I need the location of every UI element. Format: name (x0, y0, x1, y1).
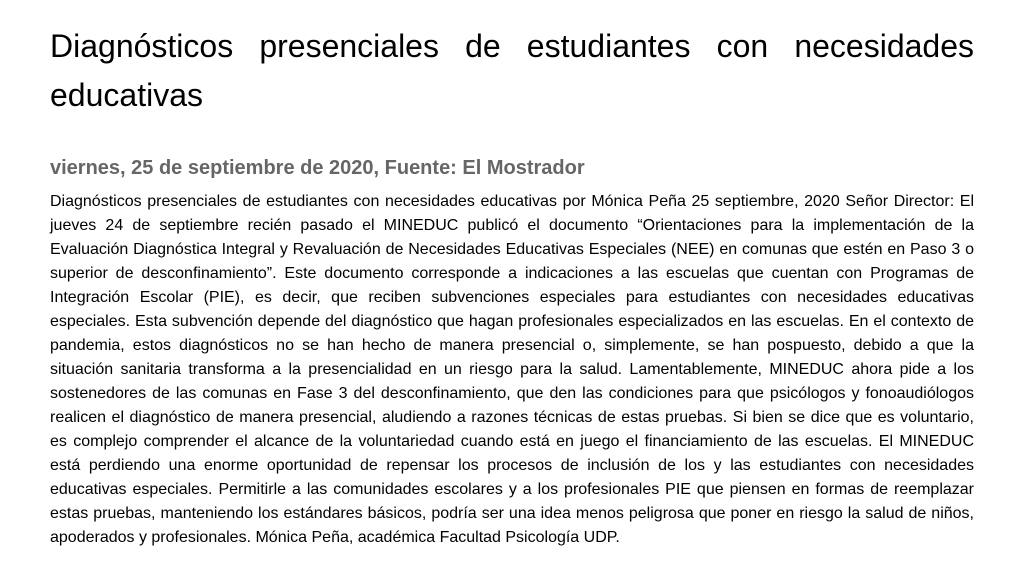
article-body: Diagnósticos presenciales de estudiantes con necesidades educativas por Mónica Peña 25 septiembre, 2020 Señor Director: El jueves 24 de septiembre recién pasado el MINEDUC publicó el documento “Orientaciones para la implementación de la Evaluación Diagnóstica Integral y Revaluación de Necesidades Educativas Especiales (NEE) en comunas que estén en Paso 3 o superior de desconfinamiento”. Este documento corresponde a indicaciones a las escuelas que cuentan con Programas de Integración Escolar (PIE), es decir, que reciben subvenciones especiales para estudiantes con necesidades educativas especiales. Esta subvención depende del diagnóstico que hagan profesionales especializados en las escuelas. En el contexto de pandemia, estos diagnósticos no se han hecho de manera presencial o, simplemente, se han pospuesto, debido a que la situación sanitaria transforma a la presencialidad en un riesgo para la salud. Lamentablemente, MINEDUC ahora pide a los sostenedores de las comunas en Fase 3 del desconfinamiento, que den las condiciones para que psicólogos y fonoaudiólogos realicen el diagnóstico de manera presencial, aludiendo a razones técnicas de estas pruebas. Si bien se dice que es voluntario, es complejo comprender el alcance de la voluntariedad cuando está en juego el financiamiento de las escuelas. El MINEDUC está perdiendo una enorme oportunidad de repensar los procesos de inclusión de los y las estudiantes con necesidades educativas especiales. Permitirle a las comunidades escolares y a los profesionales PIE que piensen en formas de reemplazar estas pruebas, manteniendo los estándares básicos, podría ser una idea menos peligrosa que poner en riesgo la salud de niños, apoderados y profesionales. Mónica Peña, académica Facultad Psicología UDP. (50, 193, 974, 546)
article-date-source: viernes, 25 de septiembre de 2020, Fuente: El Mostrador (50, 157, 585, 179)
article-title: Diagnósticos presenciales de estudiantes con necesidades educativas (50, 28, 974, 113)
